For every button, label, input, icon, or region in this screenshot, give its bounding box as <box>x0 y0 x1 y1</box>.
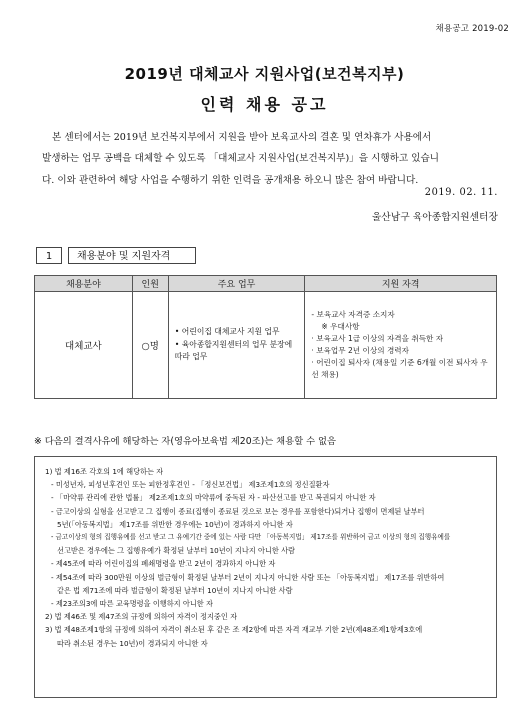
disqualification-item: - 「마약류 관리에 관한 법률」 제2조제1호의 마약류에 중독된 자 - 파산선고를 받고 복권되지 아니한 자 <box>51 493 376 503</box>
cell-field: 대체교사 <box>35 292 133 399</box>
disqualification-item: 2) 법 제46조 및 제47조의 규정에 의하여 자격이 정지중인 자 <box>45 612 238 622</box>
disqualification-item: 3) 법 제48조제1항의 규정에 의하여 자격이 취소된 후 같은 조 제2항에 따른 자격 재교부 기한 2년(제48조제1항제3호에 <box>45 625 423 635</box>
page-title: 2019년 대체교사 지원사업(보건복지부) <box>124 65 405 83</box>
disqualification-item: 선고받은 경우에는 그 집행유예가 확정된 날부터 10년이 지나지 아니한 사람 <box>57 546 296 556</box>
intro-line: 다. 이와 관련하여 해당 사업을 수행하기 위한 인력을 공개채용 하오니 많은 참여 바랍니다. <box>42 174 419 186</box>
announcement-date: 2019. 02. 11. <box>424 187 498 198</box>
document-number: 채용공고 2019-02 <box>435 24 509 34</box>
header-count: 인원 <box>132 276 168 292</box>
disqualification-item: - 금고이상의 형의 집행유예를 선고 받고 그 유예기간 중에 있는 사람 다만 「아동복지법」 제17조를 위반하여 금고 이상의 형의 집행유예를 <box>51 533 451 542</box>
cell-count: ○명 <box>132 292 168 399</box>
disqualification-item: 1) 법 제16조 각호의 1에 해당하는 자 <box>45 467 164 476</box>
disqualification-item: - 제54조에 따라 300만원 이상의 벌금형이 확정된 날부터 2년이 지나지 아니한 사람 또는 「아동복지법」 제17조를 위반하여 <box>51 572 445 582</box>
cell-qualifications <box>305 292 497 399</box>
header-duties: 주요 업무 <box>168 276 305 292</box>
organization-signature: 울산남구 육아종합지원센터장 <box>371 212 498 223</box>
disqualification-item: - 미성년자, 피성년후견인 또는 피한정후견인 - 「정신보건법」 제3조제1호의 정신질환자 <box>51 480 330 490</box>
disqualification-item: 따라 취소된 경우는 10년)이 경과되지 아니한 자 <box>57 638 208 648</box>
disqualification-item: - 제45조에 따라 어린이집의 폐쇄명령을 받고 2년이 경과하지 아니한 자 <box>51 559 276 569</box>
page-subtitle: 인력 채용 공고 <box>200 95 329 114</box>
recruitment-table <box>34 275 497 399</box>
table-row <box>35 292 497 399</box>
header-qualifications: 지원 자격 <box>305 276 497 292</box>
section-number: 1 <box>36 247 62 264</box>
disqualification-item: 5년(「아동복지법」 제17조를 위반한 경우에는 10년)이 경과하지 아니한 자 <box>57 519 293 529</box>
intro-paragraph <box>42 127 497 191</box>
qualification-item: · 어린이집 퇴사자 (채용일 기준 6개월 이전 퇴사자 우선 채용) <box>311 358 488 379</box>
disqualification-notice: ※ 다음의 결격사유에 해당하는 자(영유아보육법 제20조)는 채용할 수 없음 <box>34 436 336 447</box>
cell-duties <box>168 292 305 399</box>
disqualification-box <box>34 456 497 698</box>
header-field: 채용분야 <box>35 276 133 292</box>
intro-line: 본 센터에서는 2019년 보건복지부에서 지원을 받아 보육교사의 결혼 및 연차휴가 사용에서 <box>52 132 432 143</box>
table-header-row <box>35 276 497 292</box>
disqualification-item: 같은 법 제71조에 따라 벌금형이 확정된 날부터 10년이 지나지 아니한 사람 <box>57 585 293 595</box>
section-heading: 채용분야 및 지원자격 <box>68 247 196 264</box>
qualification-item: · 보육교사 1급 이상의 자격을 취득한 자 <box>311 334 444 343</box>
duty-item: • 어린이집 대체교사 지원 업무 <box>175 326 301 339</box>
qualification-item: ※ 우대사항 <box>321 322 360 331</box>
intro-line: 발생하는 업무 공백을 대체할 수 있도록 「대체교사 지원사업(보건복지부)」을 시행하고 있습니 <box>42 153 440 165</box>
disqualification-item: - 금고이상의 실형을 선고받고 그 집행이 종료(집행이 종료된 것으로 보는 경우를 포함한다)되거나 집행이 면제된 날부터 <box>51 506 425 516</box>
qualification-item: · 보육업무 2년 이상의 경력자 <box>311 346 409 355</box>
disqualification-item: - 제23조의3에 따른 교육명령을 이행하지 아니한 자 <box>51 599 213 609</box>
duty-item: • 육아종합지원센터의 업무 분장에 따라 업무 <box>175 339 301 364</box>
qualification-item: - 보육교사 자격증 소지자 <box>311 310 395 319</box>
